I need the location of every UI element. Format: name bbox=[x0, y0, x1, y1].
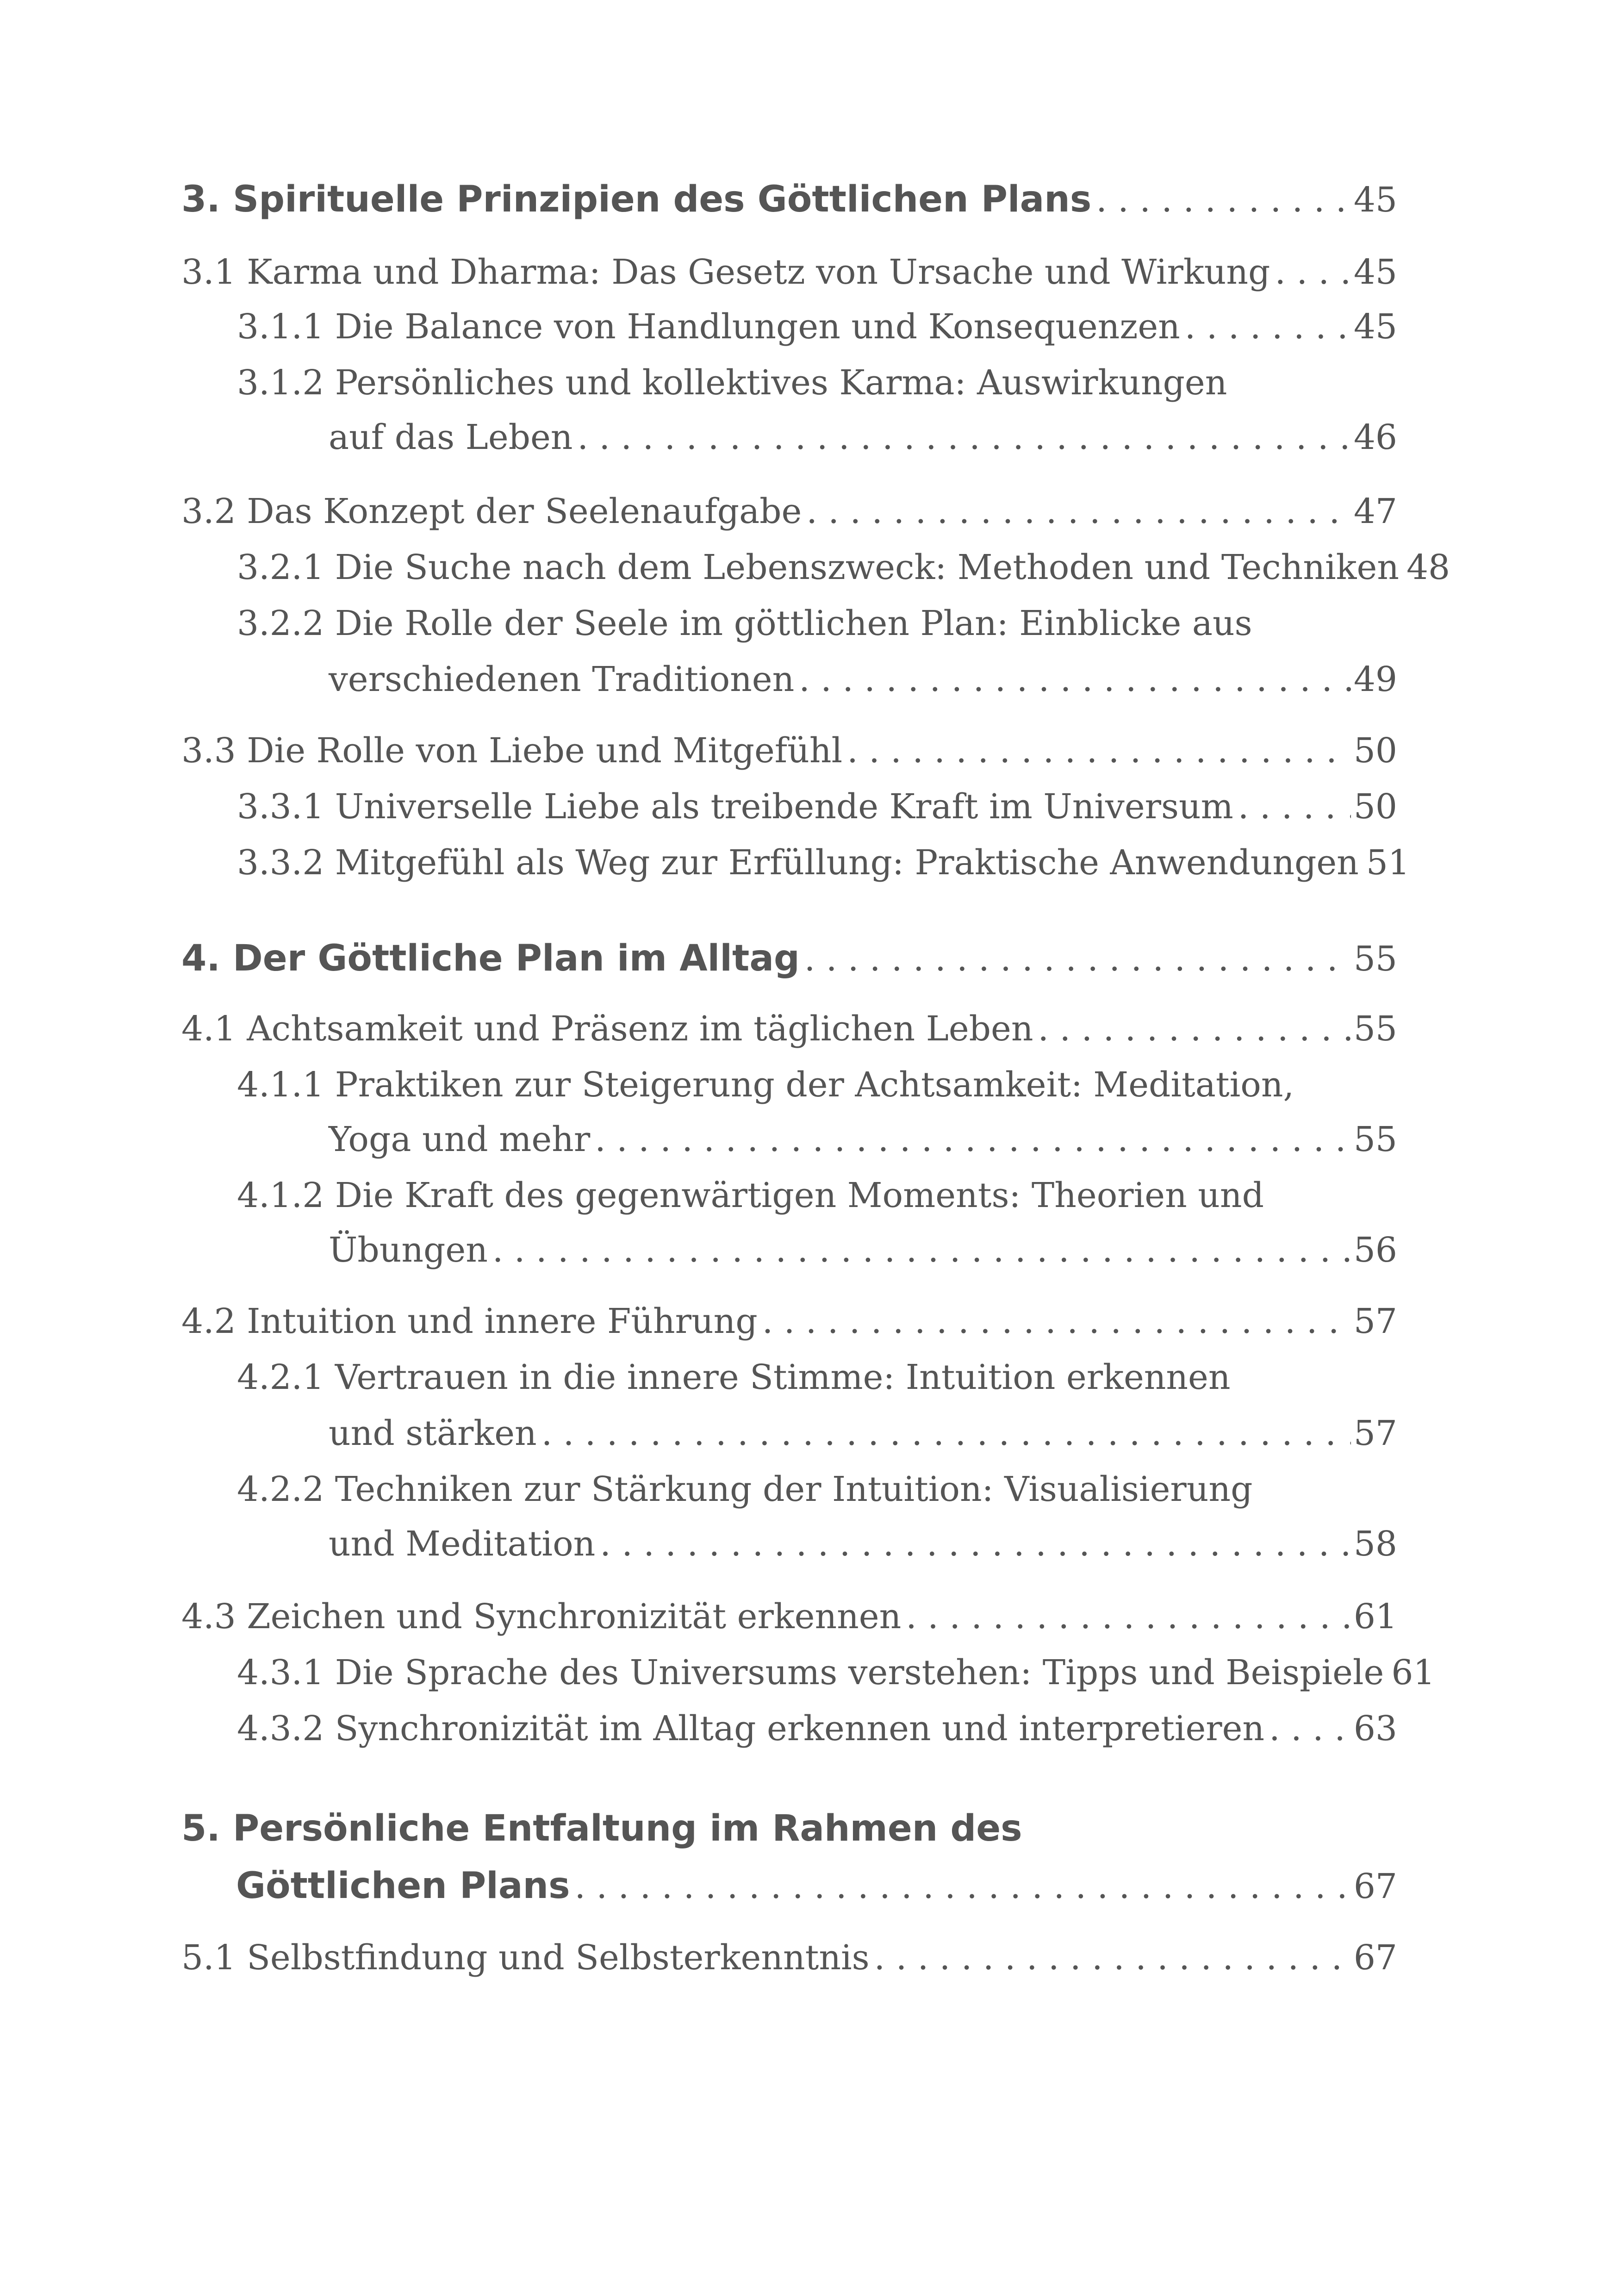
toc-entry-page: 61 bbox=[1353, 1597, 1397, 1636]
dot-leader bbox=[799, 662, 1351, 697]
toc-entry-continuation-text: Übungen bbox=[329, 1230, 488, 1270]
dot-leader bbox=[847, 734, 1351, 768]
toc-entry-page: 58 bbox=[1353, 1524, 1397, 1564]
toc-entry-title: 4. Der Göttliche Plan im Alltag bbox=[181, 938, 800, 979]
toc-entry-page: 67 bbox=[1353, 1867, 1397, 1906]
toc-chapter-entry[interactable] bbox=[181, 181, 1397, 218]
dot-leader bbox=[577, 420, 1350, 454]
toc-entry-title: 3.3.2 Mitgefühl als Weg zur Erfüllung: Praktische Anwendungen bbox=[237, 843, 1359, 883]
dot-leader bbox=[906, 1599, 1351, 1634]
toc-entry-title: 3. Spirituelle Prinzipien des Göttlichen Plans bbox=[181, 179, 1092, 220]
dot-leader bbox=[600, 1527, 1351, 1561]
toc-section-entry[interactable] bbox=[181, 1938, 1397, 1978]
toc-entry-continuation-text: und Meditation bbox=[329, 1524, 596, 1564]
toc-entry-title: 4.3.2 Synchronizität im Alltag erkennen und interpretieren bbox=[237, 1709, 1265, 1748]
dot-leader bbox=[492, 1233, 1351, 1267]
toc-section-entry[interactable] bbox=[181, 1009, 1397, 1049]
dot-leader bbox=[541, 1416, 1351, 1450]
toc-entry-page: 45 bbox=[1353, 252, 1397, 292]
toc-entry-continuation[interactable] bbox=[236, 1865, 1397, 1907]
toc-entry-page: 55 bbox=[1353, 1120, 1397, 1159]
toc-entry-title: 3.2 Das Konzept der Seelenaufgabe bbox=[181, 492, 802, 531]
toc-entry-continuation-text: auf das Leben bbox=[329, 417, 573, 457]
toc-subsection-entry[interactable] bbox=[237, 1065, 1397, 1105]
toc-entry-title: 4.3 Zeichen und Synchronizität erkennen bbox=[181, 1597, 902, 1636]
toc-entry-title: 3.2.2 Die Rolle der Seele im göttlichen Plan: Einblicke aus bbox=[237, 604, 1252, 643]
toc-entry-title: 4.1.1 Praktiken zur Steigerung der Achtsamkeit: Meditation, bbox=[237, 1065, 1294, 1105]
toc-subsection-entry[interactable] bbox=[237, 548, 1450, 587]
toc-entry-continuation-text: Yoga und mehr bbox=[329, 1120, 591, 1159]
toc-subsection-entry[interactable] bbox=[237, 1653, 1435, 1692]
toc-entry-title: 3.1 Karma und Dharma: Das Gesetz von Ursache und Wirkung bbox=[181, 252, 1270, 292]
dot-leader bbox=[1096, 183, 1351, 217]
toc-subsection-entry[interactable] bbox=[237, 363, 1397, 403]
toc-entry-title: 4.2 Intuition und innere Führung bbox=[181, 1301, 758, 1341]
toc-entry-page: 46 bbox=[1353, 417, 1397, 457]
toc-entry-page: 49 bbox=[1353, 660, 1397, 699]
toc-subsection-entry[interactable] bbox=[237, 1469, 1397, 1509]
toc-entry-page: 61 bbox=[1391, 1653, 1435, 1692]
toc-entry-page: 47 bbox=[1353, 492, 1397, 531]
dot-leader bbox=[1038, 1012, 1351, 1046]
dot-leader bbox=[762, 1304, 1351, 1338]
dot-leader bbox=[806, 494, 1350, 529]
toc-entry-continuation[interactable] bbox=[329, 662, 1397, 697]
toc-entry-page: 63 bbox=[1353, 1709, 1397, 1748]
toc-subsection-entry[interactable] bbox=[237, 1357, 1397, 1397]
toc-entry-continuation[interactable] bbox=[329, 1413, 1397, 1453]
toc-entry-title: 5.1 Selbstfindung und Selbsterkenntnis bbox=[181, 1938, 870, 1978]
toc-entry-page: 55 bbox=[1353, 939, 1397, 979]
toc-subsection-entry[interactable] bbox=[237, 843, 1410, 883]
toc-entry-title: 3.3 Die Rolle von Liebe und Mitgefühl bbox=[181, 731, 843, 771]
toc-entry-page: 67 bbox=[1353, 1938, 1397, 1978]
dot-leader bbox=[595, 1122, 1351, 1157]
toc-subsection-entry[interactable] bbox=[237, 307, 1397, 347]
dot-leader bbox=[804, 942, 1351, 976]
toc-entry-page: 56 bbox=[1353, 1230, 1397, 1270]
toc-entry-continuation[interactable] bbox=[329, 1122, 1397, 1157]
toc-entry-title: 3.1.2 Persönliches und kollektives Karma: Auswirkungen bbox=[237, 363, 1227, 403]
toc-entry-page: 57 bbox=[1353, 1413, 1397, 1453]
toc-entry-page: 48 bbox=[1406, 548, 1450, 587]
toc-entry-title: 3.3.1 Universelle Liebe als treibende Kraft im Universum bbox=[237, 787, 1233, 827]
toc-entry-page: 55 bbox=[1353, 1009, 1397, 1049]
toc-entry-continuation[interactable] bbox=[329, 1230, 1397, 1270]
toc-entry-title: 4.1 Achtsamkeit und Präsenz im täglichen Leben bbox=[181, 1009, 1033, 1049]
toc-entry-continuation[interactable] bbox=[329, 1524, 1397, 1564]
toc-subsection-entry[interactable] bbox=[237, 1711, 1397, 1746]
dot-leader bbox=[1269, 1711, 1351, 1746]
dot-leader bbox=[1185, 310, 1351, 344]
toc-section-entry[interactable] bbox=[181, 1599, 1397, 1634]
toc-subsection-entry[interactable] bbox=[237, 787, 1397, 827]
toc-chapter-entry[interactable] bbox=[181, 940, 1397, 977]
toc-entry-continuation-text: und stärken bbox=[329, 1413, 537, 1453]
toc-subsection-entry[interactable] bbox=[237, 606, 1397, 641]
toc-entry-page: 45 bbox=[1353, 307, 1397, 347]
toc-entry-title: 4.3.1 Die Sprache des Universums verstehen: Tipps und Beispiele bbox=[237, 1653, 1384, 1692]
dot-leader bbox=[874, 1941, 1351, 1975]
toc-entry-title: 4.2.1 Vertrauen in die innere Stimme: Intuition erkennen bbox=[237, 1357, 1231, 1397]
toc-entry-page: 51 bbox=[1366, 843, 1410, 883]
toc-section-entry[interactable] bbox=[181, 494, 1397, 529]
toc-entry-title: 4.2.2 Techniken zur Stärkung der Intuition: Visualisierung bbox=[237, 1469, 1253, 1509]
toc-section-entry[interactable] bbox=[181, 252, 1397, 292]
toc-entry-page: 50 bbox=[1353, 787, 1397, 827]
toc-entry-page: 50 bbox=[1353, 731, 1397, 771]
toc-entry-title: 3.2.1 Die Suche nach dem Lebenszweck: Methoden und Techniken bbox=[237, 548, 1399, 587]
toc-entry-continuation-text: Göttlichen Plans bbox=[236, 1865, 570, 1907]
dot-leader bbox=[1275, 255, 1350, 289]
toc-entry-title: 3.1.1 Die Balance von Handlungen und Konsequenzen bbox=[237, 307, 1180, 347]
toc-section-entry[interactable] bbox=[181, 731, 1397, 771]
toc-entry-page: 45 bbox=[1353, 180, 1397, 220]
toc-entry-page: 57 bbox=[1353, 1301, 1397, 1341]
dot-leader bbox=[575, 1869, 1351, 1904]
toc-chapter-entry[interactable] bbox=[181, 1808, 1397, 1849]
toc-subsection-entry[interactable] bbox=[237, 1178, 1397, 1213]
toc-entry-continuation-text: verschiedenen Traditionen bbox=[329, 660, 795, 699]
toc-entry-title: 4.1.2 Die Kraft des gegenwärtigen Moments: Theorien und bbox=[237, 1176, 1264, 1215]
dot-leader bbox=[1238, 790, 1351, 824]
toc-section-entry[interactable] bbox=[181, 1301, 1397, 1341]
toc-entry-title: 5. Persönliche Entfaltung im Rahmen des bbox=[181, 1808, 1022, 1849]
toc-entry-continuation[interactable] bbox=[329, 417, 1397, 457]
